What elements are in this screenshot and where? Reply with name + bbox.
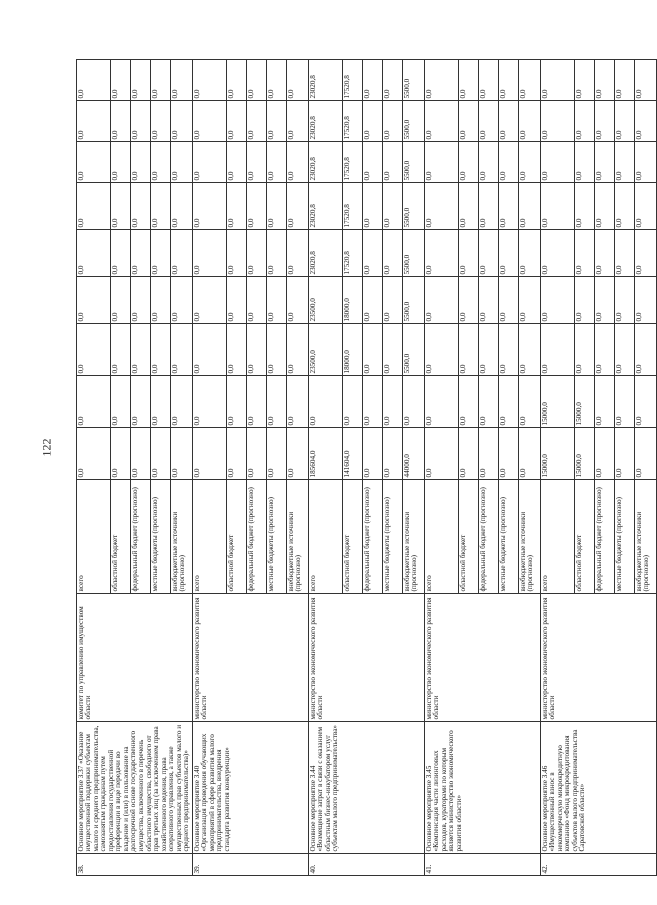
- amount-cell: 0,0: [287, 101, 309, 142]
- amount-cell: 0,0: [131, 60, 151, 101]
- amount-cell: 0,0: [459, 324, 479, 376]
- amount-cell: 0,0: [287, 183, 309, 230]
- amount-cell: 0,0: [575, 324, 595, 376]
- measure-name: Основное мероприятие 3.40 «Организация проведения обучающих мероприятий в сфере развития малого предпринимательства, внедрения стандарта развития конкуренции»: [193, 722, 309, 854]
- amount-cell: 0,0: [131, 101, 151, 142]
- amount-cell: 0,0: [383, 230, 403, 277]
- amount-cell: 0,0: [383, 376, 403, 428]
- amount-cell: 0,0: [575, 101, 595, 142]
- amount-cell: 0,0: [363, 60, 383, 101]
- amount-cell: 0,0: [479, 60, 499, 101]
- amount-cell: 0,0: [595, 376, 615, 428]
- amount-cell: 0,0: [247, 376, 267, 428]
- amount-cell: 0,0: [193, 101, 227, 142]
- amount-cell: 0,0: [111, 428, 131, 480]
- amount-cell: 0,0: [615, 101, 635, 142]
- amount-cell: 0,0: [227, 324, 247, 376]
- amount-cell: 0,0: [635, 142, 657, 183]
- amount-cell: 5500,0: [403, 101, 425, 142]
- amount-cell: 0,0: [635, 101, 657, 142]
- amount-cell: 23020,8: [309, 230, 343, 277]
- executor: министерство экономического развития области: [541, 594, 657, 722]
- row-number: 39.: [193, 854, 309, 876]
- funding-source: местные бюджеты (прогнозно): [267, 480, 287, 594]
- amount-cell: 17520,8: [343, 101, 363, 142]
- amount-cell: 0,0: [425, 324, 459, 376]
- row-number: 40.: [309, 854, 425, 876]
- amount-cell: 0,0: [479, 183, 499, 230]
- amount-cell: 15000,0: [575, 376, 595, 428]
- funding-source: местные бюджеты (прогнозно): [499, 480, 519, 594]
- amount-cell: 0,0: [615, 428, 635, 480]
- amount-cell: 0,0: [541, 60, 575, 101]
- funding-source: местные бюджеты (прогнозно): [151, 480, 171, 594]
- amount-cell: 0,0: [383, 428, 403, 480]
- amount-cell: 0,0: [635, 183, 657, 230]
- amount-cell: 0,0: [363, 277, 383, 324]
- amount-cell: 0,0: [131, 376, 151, 428]
- amount-cell: 0,0: [383, 101, 403, 142]
- funding-source: всего: [425, 480, 459, 594]
- amount-cell: 0,0: [247, 60, 267, 101]
- amount-cell: 0,0: [267, 60, 287, 101]
- amount-cell: 0,0: [247, 142, 267, 183]
- amount-cell: 0,0: [171, 376, 193, 428]
- row-number: 38.: [77, 854, 193, 876]
- amount-cell: 0,0: [459, 183, 479, 230]
- amount-cell: 0,0: [247, 277, 267, 324]
- amount-cell: 0,0: [363, 428, 383, 480]
- amount-cell: 0,0: [615, 376, 635, 428]
- amount-cell: 0,0: [247, 428, 267, 480]
- amount-cell: 0,0: [575, 183, 595, 230]
- amount-cell: 0,0: [151, 183, 171, 230]
- amount-cell: 0,0: [635, 230, 657, 277]
- executor: министерство экономического развития области: [425, 594, 541, 722]
- amount-cell: 0,0: [595, 60, 615, 101]
- amount-cell: 0,0: [131, 183, 151, 230]
- amount-cell: 0,0: [363, 101, 383, 142]
- amount-cell: 0,0: [111, 183, 131, 230]
- amount-cell: 0,0: [287, 230, 309, 277]
- amount-cell: 0,0: [519, 183, 541, 230]
- amount-cell: 0,0: [363, 230, 383, 277]
- amount-cell: 0,0: [171, 60, 193, 101]
- funding-source: всего: [541, 480, 575, 594]
- amount-cell: 0,0: [635, 376, 657, 428]
- amount-cell: 0,0: [287, 277, 309, 324]
- amount-cell: 0,0: [425, 142, 459, 183]
- amount-cell: 0,0: [267, 428, 287, 480]
- amount-cell: 0,0: [635, 277, 657, 324]
- amount-cell: 23020,8: [309, 183, 343, 230]
- amount-cell: 0,0: [541, 101, 575, 142]
- amount-cell: 0,0: [151, 60, 171, 101]
- amount-cell: 0,0: [131, 428, 151, 480]
- amount-cell: 0,0: [77, 376, 111, 428]
- amount-cell: 15000,0: [541, 376, 575, 428]
- budget-table: [76, 59, 657, 876]
- amount-cell: 0,0: [499, 376, 519, 428]
- amount-cell: 0,0: [171, 230, 193, 277]
- amount-cell: 0,0: [267, 230, 287, 277]
- amount-cell: 0,0: [227, 277, 247, 324]
- amount-cell: 5500,0: [403, 324, 425, 376]
- amount-cell: 0,0: [227, 101, 247, 142]
- amount-cell: 0,0: [227, 428, 247, 480]
- amount-cell: 0,0: [247, 230, 267, 277]
- amount-cell: 0,0: [383, 324, 403, 376]
- amount-cell: 0,0: [309, 376, 343, 428]
- amount-cell: 0,0: [193, 230, 227, 277]
- amount-cell: 0,0: [459, 376, 479, 428]
- amount-cell: 0,0: [479, 324, 499, 376]
- amount-cell: 0,0: [111, 101, 131, 142]
- amount-cell: 5500,0: [403, 183, 425, 230]
- funding-source: областной бюджет: [459, 480, 479, 594]
- amount-cell: 0,0: [151, 142, 171, 183]
- amount-cell: 0,0: [131, 142, 151, 183]
- amount-cell: 0,0: [575, 230, 595, 277]
- row-number: 41.: [425, 854, 541, 876]
- amount-cell: 15000,0: [575, 428, 595, 480]
- funding-source: местные бюджеты (прогнозно): [383, 480, 403, 594]
- amount-cell: 0,0: [541, 277, 575, 324]
- amount-cell: 0,0: [151, 324, 171, 376]
- amount-cell: 0,0: [227, 183, 247, 230]
- funding-source: областной бюджет: [343, 480, 363, 594]
- funding-source: внебюджетные источники (прогнозно): [635, 480, 657, 594]
- amount-cell: 0,0: [383, 277, 403, 324]
- amount-cell: 0,0: [77, 101, 111, 142]
- executor: комитет по управлению имуществом области: [77, 594, 193, 722]
- amount-cell: 0,0: [519, 60, 541, 101]
- funding-source: всего: [193, 480, 227, 594]
- funding-source: всего: [309, 480, 343, 594]
- amount-cell: 0,0: [193, 428, 227, 480]
- amount-cell: 0,0: [595, 428, 615, 480]
- amount-cell: 0,0: [77, 183, 111, 230]
- amount-cell: 0,0: [131, 324, 151, 376]
- amount-cell: 0,0: [363, 142, 383, 183]
- funding-source: внебюджетные источники (прогнозно): [403, 480, 425, 594]
- amount-cell: 0,0: [499, 142, 519, 183]
- table-row: [541, 60, 575, 876]
- amount-cell: 5500,0: [403, 60, 425, 101]
- amount-cell: 0,0: [151, 101, 171, 142]
- amount-cell: 0,0: [383, 60, 403, 101]
- amount-cell: 0,0: [267, 142, 287, 183]
- amount-cell: 0,0: [111, 324, 131, 376]
- amount-cell: 0,0: [77, 60, 111, 101]
- amount-cell: 0,0: [267, 183, 287, 230]
- amount-cell: 0,0: [615, 60, 635, 101]
- amount-cell: 0,0: [403, 376, 425, 428]
- amount-cell: 0,0: [479, 101, 499, 142]
- amount-cell: 0,0: [615, 324, 635, 376]
- amount-cell: 0,0: [287, 428, 309, 480]
- amount-cell: 0,0: [131, 277, 151, 324]
- row-number: 42.: [541, 854, 657, 876]
- amount-cell: 0,0: [499, 428, 519, 480]
- amount-cell: 0,0: [267, 101, 287, 142]
- amount-cell: 0,0: [425, 230, 459, 277]
- amount-cell: 0,0: [615, 277, 635, 324]
- amount-cell: 0,0: [77, 142, 111, 183]
- amount-cell: 0,0: [479, 428, 499, 480]
- amount-cell: 0,0: [193, 324, 227, 376]
- amount-cell: 0,0: [425, 60, 459, 101]
- amount-cell: 0,0: [615, 230, 635, 277]
- amount-cell: 23500,0: [309, 324, 343, 376]
- amount-cell: 15000,0: [541, 428, 575, 480]
- amount-cell: 0,0: [227, 230, 247, 277]
- funding-source: внебюджетные источники (прогнозно): [287, 480, 309, 594]
- amount-cell: 0,0: [615, 183, 635, 230]
- executor: министерство экономического развития области: [193, 594, 309, 722]
- amount-cell: 0,0: [595, 277, 615, 324]
- amount-cell: 0,0: [111, 230, 131, 277]
- amount-cell: 17520,8: [343, 60, 363, 101]
- amount-cell: 0,0: [459, 101, 479, 142]
- funding-source: федеральный бюджет (прогнозно): [247, 480, 267, 594]
- amount-cell: 0,0: [541, 183, 575, 230]
- amount-cell: 0,0: [77, 324, 111, 376]
- amount-cell: 0,0: [499, 230, 519, 277]
- amount-cell: 0,0: [541, 230, 575, 277]
- amount-cell: 0,0: [193, 376, 227, 428]
- funding-source: областной бюджет: [111, 480, 131, 594]
- amount-cell: 0,0: [459, 428, 479, 480]
- funding-source: внебюджетные источники (прогнозно): [519, 480, 541, 594]
- amount-cell: 0,0: [459, 277, 479, 324]
- measure-name: Основное мероприятие 3.45 «Компенсация части лизинговых расходов, кураторами по которым является министерство экономического развития области»: [425, 722, 541, 854]
- amount-cell: 0,0: [575, 60, 595, 101]
- amount-cell: 0,0: [227, 142, 247, 183]
- amount-cell: 0,0: [287, 142, 309, 183]
- amount-cell: 0,0: [459, 60, 479, 101]
- amount-cell: 0,0: [111, 142, 131, 183]
- amount-cell: 0,0: [459, 142, 479, 183]
- amount-cell: 0,0: [267, 277, 287, 324]
- amount-cell: 18000,0: [343, 277, 363, 324]
- funding-source: местные бюджеты (прогнозно): [615, 480, 635, 594]
- amount-cell: 0,0: [227, 376, 247, 428]
- amount-cell: 0,0: [287, 376, 309, 428]
- amount-cell: 0,0: [151, 428, 171, 480]
- amount-cell: 0,0: [519, 230, 541, 277]
- amount-cell: 0,0: [575, 142, 595, 183]
- amount-cell: 0,0: [287, 60, 309, 101]
- amount-cell: 0,0: [363, 183, 383, 230]
- amount-cell: 0,0: [595, 142, 615, 183]
- amount-cell: 0,0: [267, 324, 287, 376]
- amount-cell: 0,0: [193, 142, 227, 183]
- measure-name: Основное мероприятие 3.46 «Имущественный взнос в некоммерческую микрокредитную компанию «Фонд микрокредитования субъектов малого предпринимательства Саратовской области»: [541, 722, 657, 854]
- table-row: [425, 60, 459, 876]
- amount-cell: 0,0: [151, 277, 171, 324]
- amount-cell: 0,0: [499, 277, 519, 324]
- amount-cell: 0,0: [519, 142, 541, 183]
- amount-cell: 0,0: [519, 428, 541, 480]
- amount-cell: 0,0: [499, 60, 519, 101]
- amount-cell: 0,0: [363, 376, 383, 428]
- amount-cell: 141604,0: [343, 428, 363, 480]
- amount-cell: 0,0: [193, 183, 227, 230]
- funding-source: областной бюджет: [227, 480, 247, 594]
- amount-cell: 0,0: [595, 101, 615, 142]
- amount-cell: 0,0: [519, 324, 541, 376]
- amount-cell: 0,0: [77, 428, 111, 480]
- amount-cell: 0,0: [541, 324, 575, 376]
- amount-cell: 0,0: [131, 230, 151, 277]
- funding-source: федеральный бюджет (прогнозно): [595, 480, 615, 594]
- table-row: [309, 60, 343, 876]
- amount-cell: 0,0: [363, 324, 383, 376]
- table-row: [193, 60, 227, 876]
- amount-cell: 0,0: [425, 183, 459, 230]
- amount-cell: 0,0: [595, 230, 615, 277]
- amount-cell: 0,0: [77, 230, 111, 277]
- amount-cell: 44000,0: [403, 428, 425, 480]
- amount-cell: 0,0: [193, 60, 227, 101]
- table-row: [77, 60, 111, 876]
- amount-cell: 185604,0: [309, 428, 343, 480]
- amount-cell: 0,0: [151, 230, 171, 277]
- amount-cell: 0,0: [171, 277, 193, 324]
- funding-source: федеральный бюджет (прогнозно): [479, 480, 499, 594]
- amount-cell: 17520,8: [343, 230, 363, 277]
- amount-cell: 0,0: [425, 101, 459, 142]
- amount-cell: 0,0: [171, 101, 193, 142]
- amount-cell: 0,0: [635, 60, 657, 101]
- amount-cell: 0,0: [575, 277, 595, 324]
- amount-cell: 5500,0: [403, 230, 425, 277]
- amount-cell: 0,0: [111, 376, 131, 428]
- amount-cell: 0,0: [287, 324, 309, 376]
- amount-cell: 0,0: [519, 277, 541, 324]
- amount-cell: 0,0: [383, 142, 403, 183]
- amount-cell: 0,0: [519, 376, 541, 428]
- amount-cell: 0,0: [77, 277, 111, 324]
- amount-cell: 0,0: [267, 376, 287, 428]
- amount-cell: 0,0: [247, 101, 267, 142]
- amount-cell: 0,0: [479, 142, 499, 183]
- amount-cell: 5500,0: [403, 277, 425, 324]
- measure-name: Основное мероприятие 3.44 «Возмещение затрат в связи с оказанием областным бизнес-инкубатором услуг субъектам малого предпринимательства»: [309, 722, 425, 854]
- amount-cell: 0,0: [343, 376, 363, 428]
- amount-cell: 0,0: [499, 324, 519, 376]
- amount-cell: 0,0: [247, 324, 267, 376]
- page-number: 122: [39, 438, 54, 457]
- amount-cell: 0,0: [479, 277, 499, 324]
- amount-cell: 18000,0: [343, 324, 363, 376]
- amount-cell: 0,0: [193, 277, 227, 324]
- amount-cell: 0,0: [595, 183, 615, 230]
- measure-name: Основное мероприятие 3.37 «Оказание имущественной поддержки субъектам малого и среднего предпринимательства, самозанятым гражданам путем предоставления государственной преференции в виде передачи во владение и (или) в пользование на долгосрочной основе государственного имущества, включенного в перечень областного имущества, свободного от прав третьих лиц (за исключением права хозяйственного ведения, права оперативного управления, а также имущественных прав субъектов малого и среднего предпринимательства)»: [77, 722, 193, 854]
- executor: министерство экономического развития области: [309, 594, 425, 722]
- amount-cell: 0,0: [171, 324, 193, 376]
- amount-cell: 0,0: [171, 183, 193, 230]
- amount-cell: 0,0: [171, 428, 193, 480]
- amount-cell: 0,0: [171, 142, 193, 183]
- amount-cell: 0,0: [479, 230, 499, 277]
- amount-cell: 0,0: [499, 101, 519, 142]
- amount-cell: 0,0: [227, 60, 247, 101]
- amount-cell: 17520,8: [343, 183, 363, 230]
- amount-cell: 0,0: [383, 183, 403, 230]
- funding-source: федеральный бюджет (прогнозно): [131, 480, 151, 594]
- amount-cell: 0,0: [111, 60, 131, 101]
- amount-cell: 23020,8: [309, 60, 343, 101]
- amount-cell: 0,0: [499, 183, 519, 230]
- amount-cell: 0,0: [635, 324, 657, 376]
- rotated-table-container: [76, 60, 651, 876]
- amount-cell: 0,0: [595, 324, 615, 376]
- funding-source: всего: [77, 480, 111, 594]
- amount-cell: 0,0: [459, 230, 479, 277]
- funding-source: федеральный бюджет (прогнозно): [363, 480, 383, 594]
- amount-cell: 0,0: [247, 183, 267, 230]
- amount-cell: 0,0: [151, 376, 171, 428]
- amount-cell: 0,0: [479, 376, 499, 428]
- amount-cell: 0,0: [425, 376, 459, 428]
- amount-cell: 23020,8: [309, 101, 343, 142]
- amount-cell: 0,0: [541, 142, 575, 183]
- amount-cell: 23500,0: [309, 277, 343, 324]
- amount-cell: 5500,0: [403, 142, 425, 183]
- amount-cell: 0,0: [519, 101, 541, 142]
- funding-source: областной бюджет: [575, 480, 595, 594]
- amount-cell: 0,0: [635, 428, 657, 480]
- funding-source: внебюджетные источники (прогнозно): [171, 480, 193, 594]
- amount-cell: 17520,8: [343, 142, 363, 183]
- amount-cell: 0,0: [111, 277, 131, 324]
- amount-cell: 23020,8: [309, 142, 343, 183]
- amount-cell: 0,0: [425, 428, 459, 480]
- amount-cell: 0,0: [615, 142, 635, 183]
- amount-cell: 0,0: [425, 277, 459, 324]
